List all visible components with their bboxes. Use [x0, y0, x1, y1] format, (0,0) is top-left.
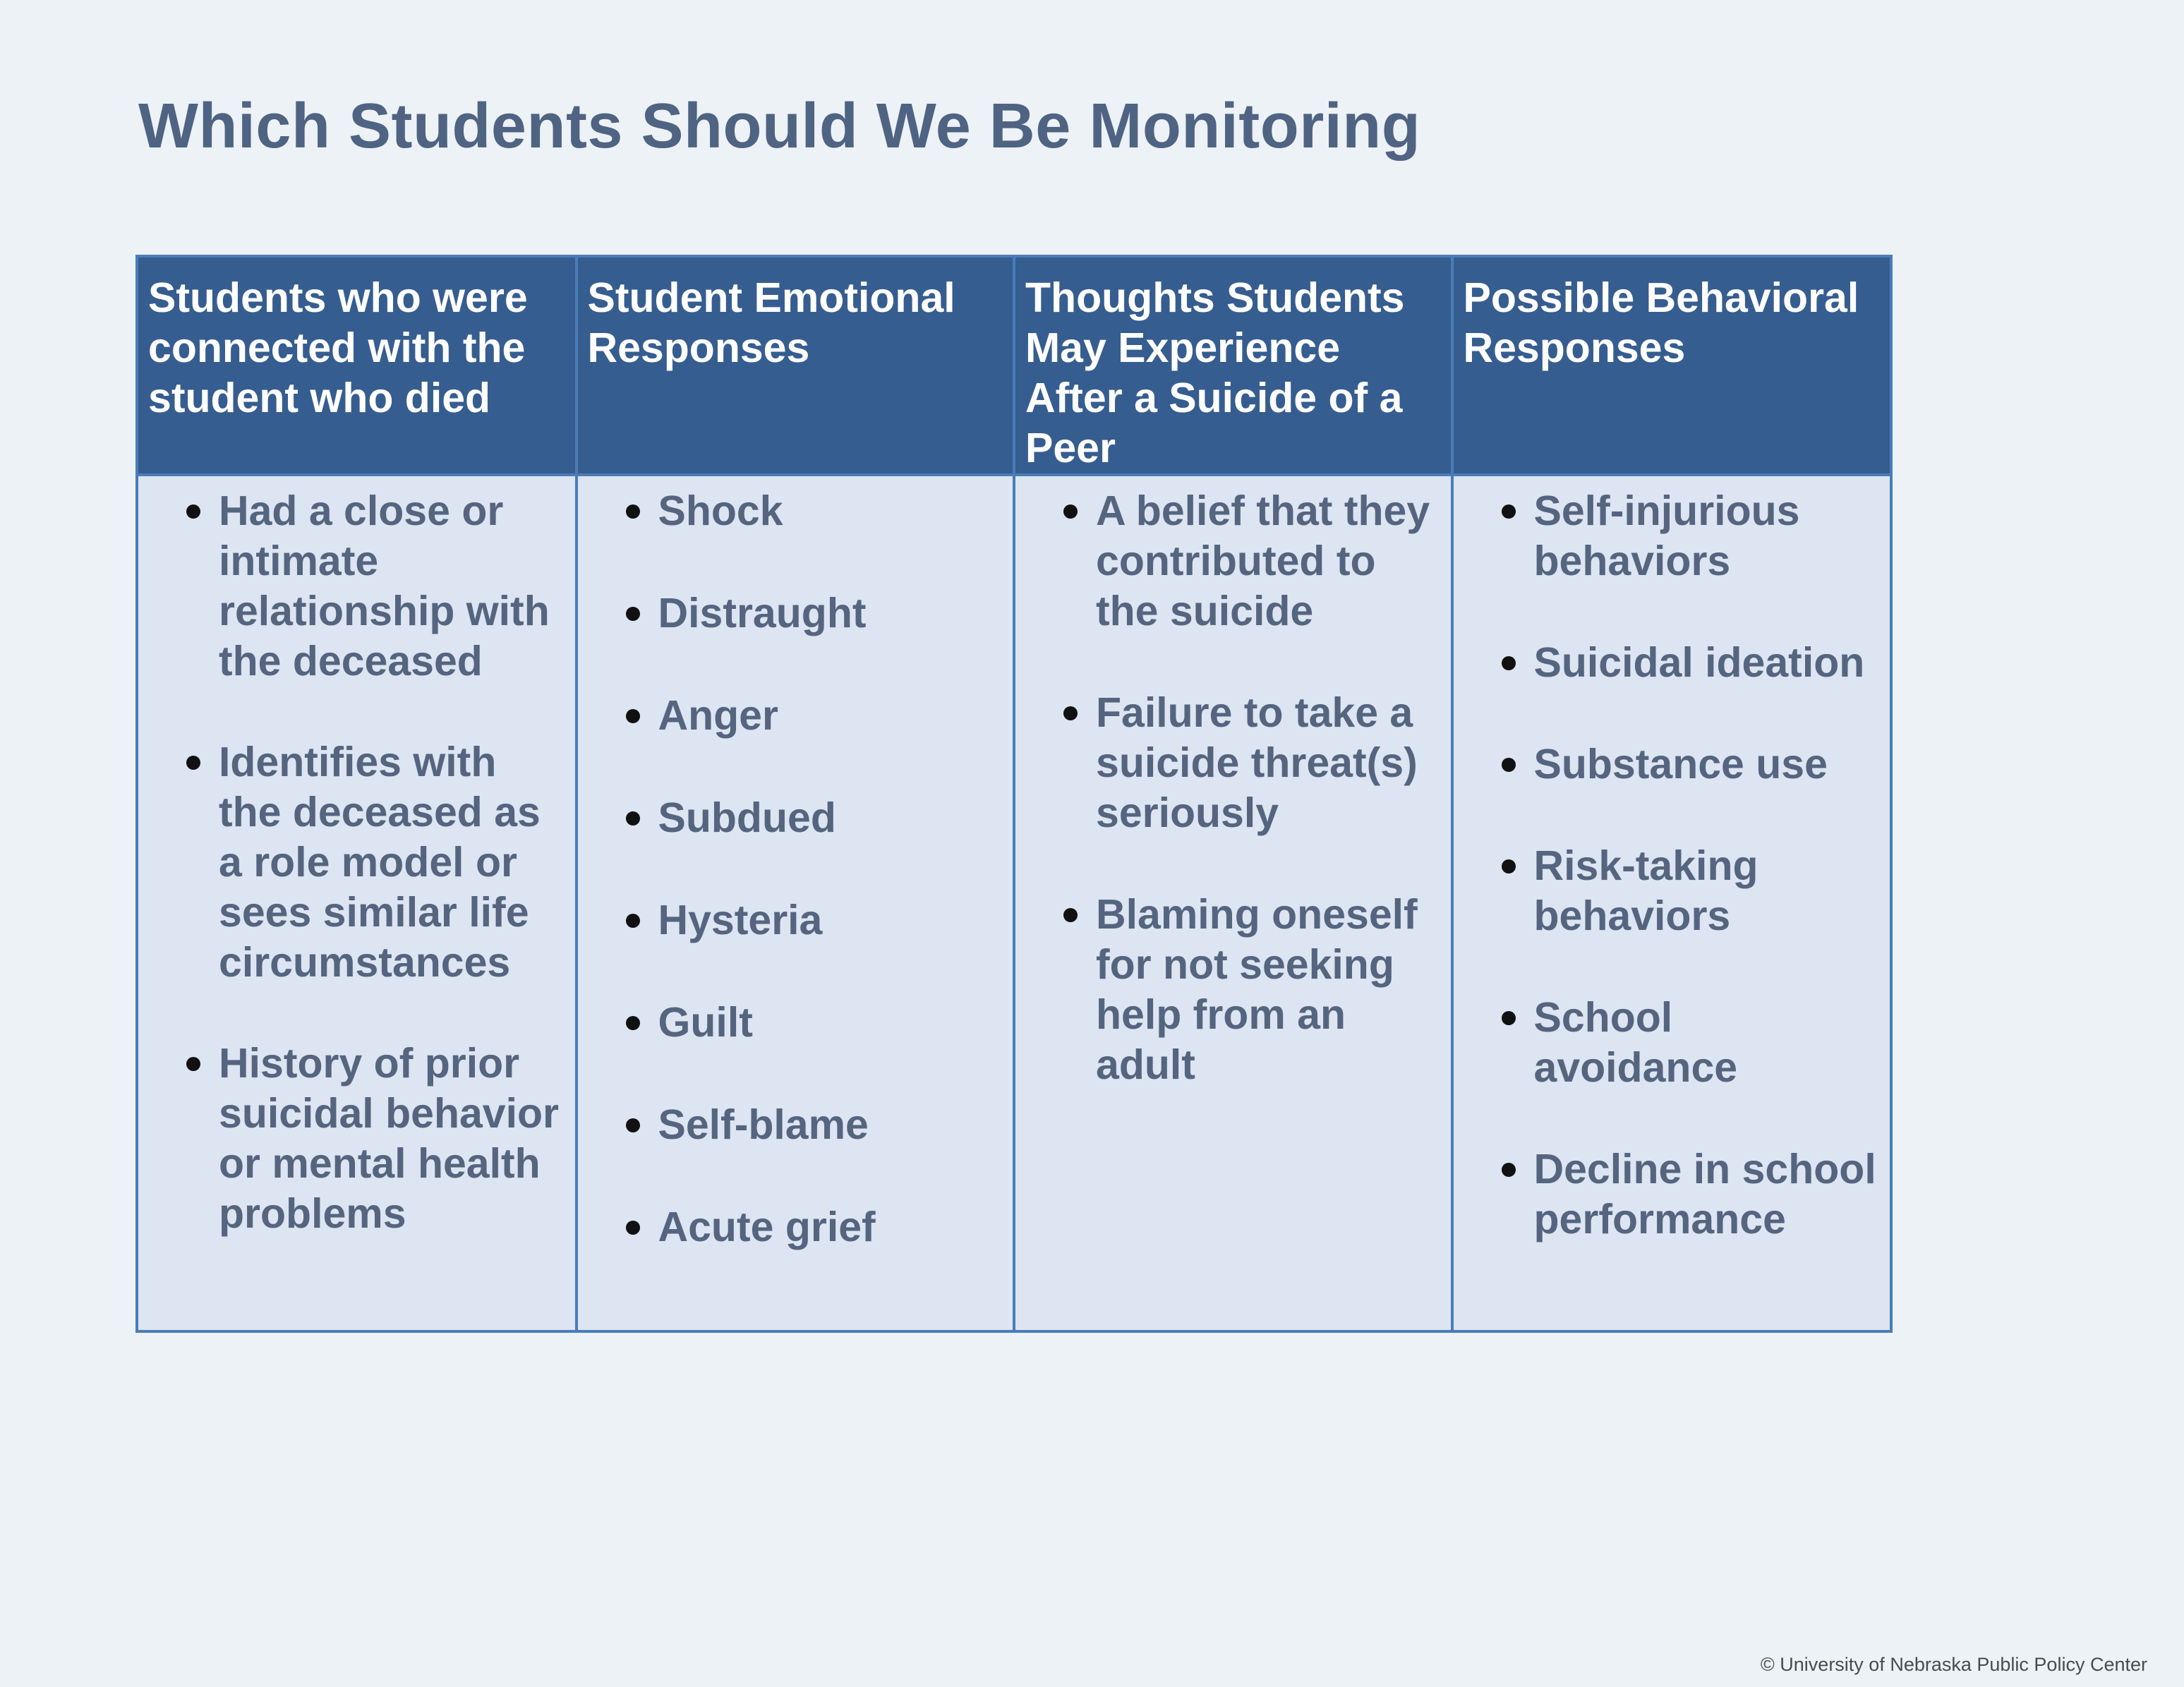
list-item [578, 486, 1013, 536]
list-item-text: Failure to take a suicide threat(s) seriously [1096, 689, 1418, 836]
list-item [138, 737, 575, 988]
list-item [578, 793, 1013, 843]
list-item [1454, 638, 1890, 688]
list-item [578, 1100, 1013, 1150]
column-header-emotional-responses: Student Emotional Responses [577, 258, 1015, 475]
list-item [1454, 739, 1890, 790]
bullet-icon [1063, 908, 1078, 922]
monitoring-table [135, 255, 1893, 1333]
list-item-text: A belief that they contributed to the suicide [1096, 488, 1430, 634]
list-item-text: Suicidal ideation [1533, 639, 1865, 686]
bullet-icon [186, 756, 200, 770]
list-item [1454, 486, 1890, 586]
bullet-icon [626, 607, 640, 621]
bullet-icon [626, 1016, 640, 1030]
list-item [578, 691, 1013, 741]
list-item-text: Subdued [658, 794, 836, 841]
list-item [1454, 841, 1890, 941]
list-item-text: History of prior suicidal behavior or mental health problems [219, 1040, 559, 1237]
list-item [1454, 993, 1890, 1093]
list-item [138, 486, 575, 687]
bullet-icon [1502, 504, 1516, 519]
column-cell-connected-students [138, 475, 577, 1330]
column-header-connected-students: Students who were connected with the student who died [138, 258, 577, 475]
column-header-thoughts: Thoughts Students May Experience After a Suicide of a Peer [1014, 258, 1452, 475]
list-item-text: Self-blame [658, 1101, 869, 1148]
bullet-icon [626, 914, 640, 928]
bullet-icon [1502, 859, 1516, 873]
list-item-text: Self-injurious behaviors [1533, 488, 1800, 584]
column-cell-thoughts [1014, 475, 1452, 1330]
bullet-icon [1502, 1163, 1516, 1177]
list-item [1015, 688, 1451, 838]
bullet-icon [186, 1057, 200, 1071]
list-item [138, 1039, 575, 1239]
column-cell-emotional-responses [577, 475, 1015, 1330]
bullet-icon [1063, 706, 1078, 720]
bullet-icon [626, 1221, 640, 1235]
list-item-text: Blaming oneself for not seeking help from an adult [1096, 891, 1418, 1088]
bullet-icon [626, 709, 640, 723]
list-item [1015, 890, 1451, 1090]
bullet-icon [626, 1118, 640, 1132]
emotional-responses-list [578, 476, 1013, 1252]
list-item [1015, 486, 1451, 636]
bullet-icon [1502, 656, 1516, 670]
table-header-row [138, 258, 1890, 475]
thoughts-list [1015, 476, 1451, 1090]
list-item [578, 895, 1013, 945]
list-item [578, 998, 1013, 1048]
list-item-text: Identifies with the deceased as a role model or sees similar life circumstances [219, 739, 541, 986]
list-item-text: Acute grief [658, 1204, 876, 1250]
bullet-icon [1502, 1011, 1516, 1025]
bullet-icon [1502, 758, 1516, 772]
list-item [578, 588, 1013, 639]
list-item [578, 1202, 1013, 1252]
list-item [1454, 1144, 1890, 1245]
list-item-text: Anger [658, 692, 778, 739]
table-body-row [138, 475, 1890, 1330]
page-title: Which Students Should We Be Monitoring [138, 91, 1421, 162]
monitoring-table-grid [138, 258, 1890, 1330]
bullet-icon [186, 504, 200, 519]
list-item-text: School avoidance [1533, 994, 1738, 1091]
list-item-text: Shock [658, 488, 783, 534]
list-item-text: Guilt [658, 999, 753, 1046]
list-item-text: Decline in school performance [1533, 1146, 1876, 1242]
list-item-text: Had a close or intimate relationship with the deceased [219, 488, 550, 684]
connected-students-list [138, 476, 575, 1239]
column-header-behavioral-responses: Possible Behavioral Responses [1452, 258, 1890, 475]
bullet-icon [626, 504, 640, 519]
column-cell-behavioral-responses [1452, 475, 1890, 1330]
bullet-icon [626, 811, 640, 826]
list-item-text: Distraught [658, 590, 867, 636]
copyright-notice: © University of Nebraska Public Policy Center [1760, 1654, 2147, 1675]
list-item-text: Hysteria [658, 897, 823, 943]
list-item-text: Risk-taking behaviors [1533, 842, 1758, 939]
behavioral-responses-list [1454, 476, 1890, 1245]
list-item-text: Substance use [1533, 741, 1828, 787]
bullet-icon [1063, 504, 1078, 519]
